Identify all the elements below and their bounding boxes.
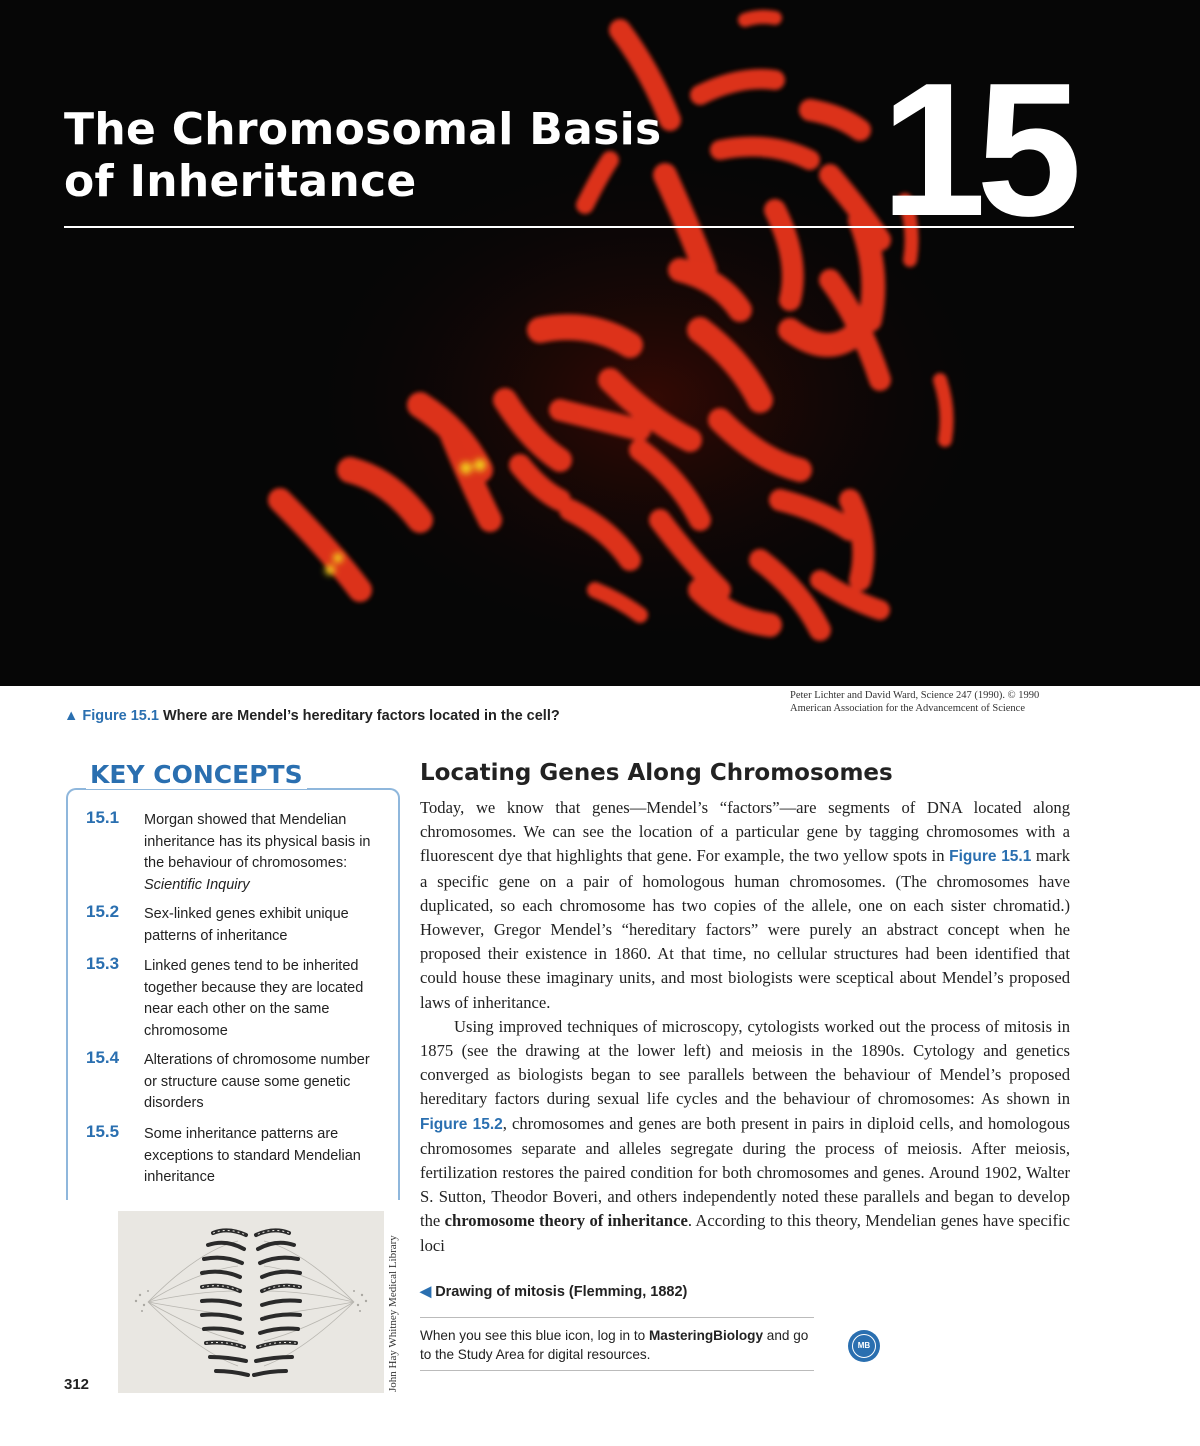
- mastering-note-text: [420, 1326, 820, 1364]
- mastering-text-b: and go to the Study Area for digital resources.: [420, 1328, 809, 1362]
- caption-arrow-icon: ◀: [420, 1284, 432, 1300]
- concept-text: Alterations of chromosome number or structure cause some genetic disorders: [144, 1052, 370, 1111]
- paragraph-2-part-b: , chromosomes and genes are both present in pairs in diploid cells, and homologous chromosomes separate and alleles segregate during the process of meiosis. After meiosis, fertilization restores the paired condition for both chromosomes and genes. Around 1902, Walter S. Sutton, Theodor Boveri, and others independently noted these parallels and began to develop the: [420, 1113, 1071, 1231]
- section-heading: Locating Genes Along Chromosomes: [420, 760, 893, 786]
- chapter-opener-image: [0, 0, 1200, 686]
- paragraph-1-part-a: Today, we know that genes—Mendel’s “factors”—are segments of DNA located along chromosomes. We can see the location of a particular gene by tagging chromosomes with a fluorescent dye that highlights that gene. For example, the two yellow spots in: [420, 798, 1070, 866]
- paragraph-1: [420, 796, 1070, 1015]
- concept-number: 15.4: [86, 1048, 120, 1067]
- figure-arrow-icon: ▲: [64, 708, 79, 724]
- concept-text: [144, 810, 384, 896]
- chapter-title: [64, 104, 661, 208]
- concept-text-body: Morgan showed that Mendelian inheritance has its physical basis in the behaviour of chromosomes:: [144, 812, 371, 871]
- concept-text: Linked genes tend to be inherited together because they are located near each other on the same chromosome: [144, 958, 364, 1039]
- figure-question: Where are Mendel’s hereditary factors located in the cell?: [162, 708, 560, 724]
- concept-number: 15.5: [86, 1122, 120, 1141]
- key-concepts-heading: KEY CONCEPTS: [86, 760, 307, 789]
- mb-icon-label: MB: [852, 1334, 876, 1358]
- concept-number: 15.2: [86, 902, 120, 921]
- figure-15-2-link[interactable]: Figure 15.2: [420, 1115, 503, 1133]
- photo-credit: [790, 689, 1090, 715]
- concept-number: 15.3: [86, 954, 120, 973]
- chapter-title-line-1: The Chromosomal Basis: [64, 104, 662, 155]
- figure-caption: [64, 708, 560, 724]
- photo-credit-line-2: American Association for the Advancemcent of Science: [790, 703, 1025, 714]
- mastering-biology-icon[interactable]: [848, 1330, 880, 1362]
- paragraph-2: [420, 1015, 1070, 1258]
- paragraph-1-part-b: mark a specific gene on a pair of homologous human chromosomes. (The chromosomes have duplicated, so each chromosome has two copies of the allele, one on each sister chromatid.) However, Gregor Mendel’s “hereditary factors” were purely an abstract concept when he proposed their existence in 1860. At that time, no cellular structures had been identified that could house these imaginary units, and most biologists were sceptical about Mendel’s proposed laws of inheritance.: [420, 846, 1070, 1012]
- chapter-title-line-2: of Inheritance: [64, 156, 417, 207]
- scientific-inquiry-tag: Scientific Inquiry: [144, 876, 250, 893]
- mastering-biology-brand: MasteringBiology: [648, 1328, 764, 1343]
- concept-text: Sex-linked genes exhibit unique patterns of inheritance: [144, 906, 349, 944]
- figure-15-1-link[interactable]: Figure 15.1: [949, 848, 1032, 866]
- key-term: chromosome theory of inheritance: [444, 1211, 688, 1231]
- photo-credit-line-1: Peter Lichter and David Ward, Science 247 (1990). © 1990: [790, 690, 1040, 701]
- figure-label: Figure 15.1: [82, 708, 159, 724]
- paragraph-2-part-a: Using improved techniques of microscopy, cytologists worked out the process of mitosis in 1875 (see the drawing at the lower left) and meiosis in the 1890s. Cytology and genetics converged as biologists began to see parallels between the behaviour of Mendel’s proposed hereditary factors during sexual life cycles and the behaviour of chromosomes: As shown in: [420, 1016, 1070, 1109]
- mitosis-drawing-credit: John Hay Whitney Medical Library: [387, 1235, 399, 1392]
- mitosis-caption-text: Drawing of mitosis (Flemming, 1882): [435, 1284, 688, 1300]
- body-text: [420, 796, 1070, 1258]
- mitosis-caption: [420, 1284, 687, 1300]
- page-number: 312: [64, 1376, 90, 1393]
- mitosis-drawing: [118, 1211, 384, 1393]
- paragraph-2-part-c: . According to this theory, Mendelian genes have specific loci: [420, 1211, 1071, 1255]
- mastering-text-a: When you see this blue icon, log in to: [420, 1328, 649, 1343]
- concept-number: 15.1: [86, 808, 120, 827]
- mastering-biology-note: [420, 1317, 814, 1371]
- concept-text: Some inheritance patterns are exceptions to standard Mendelian inheritance: [144, 1126, 361, 1185]
- chapter-number: 15: [880, 44, 1072, 256]
